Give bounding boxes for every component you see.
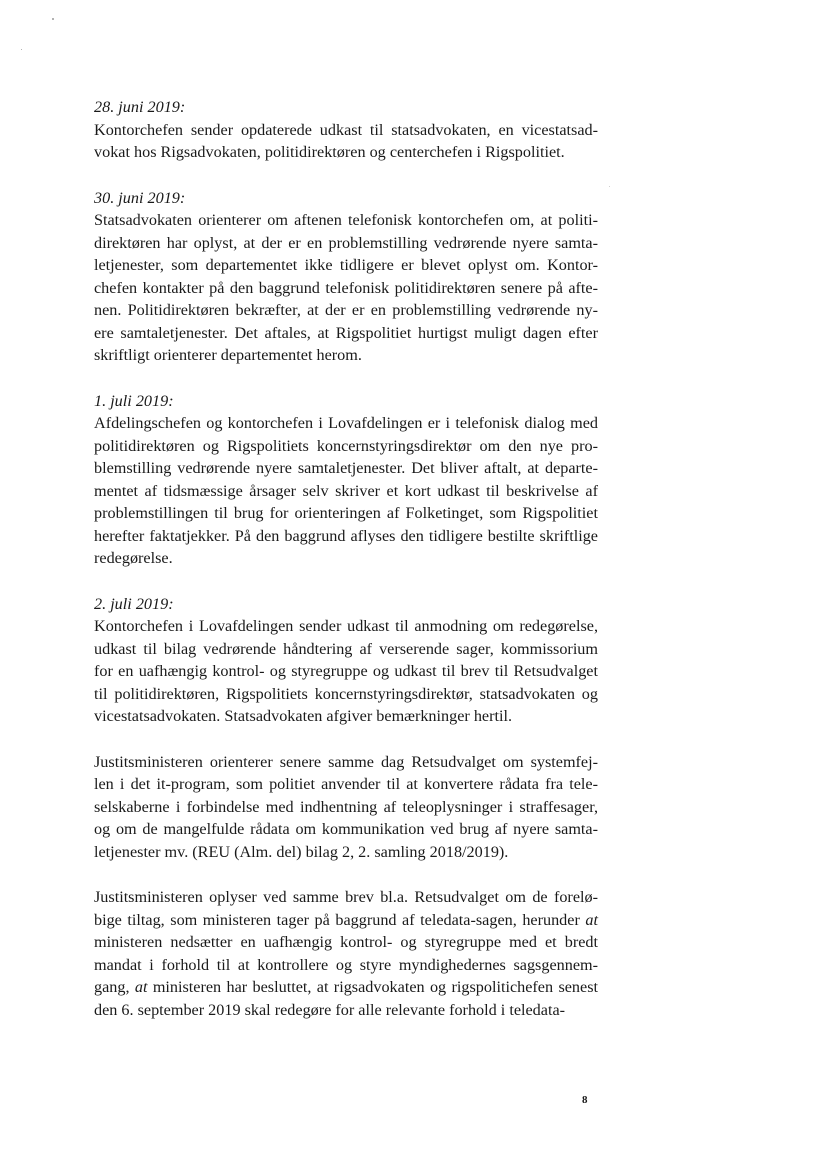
text-line: den 6. september 2019 skal redegøre for alle relevante forhold i teledata- <box>94 1000 566 1019</box>
document-section <box>94 187 598 367</box>
text-line: blemstilling vedrørende nyere samtaletjenester. Det bliver aftalt, at departe- <box>94 459 598 477</box>
text-line: Statsadvokaten orienterer om aftenen telefonisk kontorchefen om, at politi- <box>94 211 598 229</box>
text-line: udkast til bilag vedrørende håndtering af verserende sager, kommissorium <box>94 639 598 658</box>
section-date-heading: 30. juni 2019: <box>94 188 186 207</box>
text-line: Justitsministeren oplyser ved samme brev bl.a. Retsudvalget om de forelø- <box>94 888 598 906</box>
document-section <box>94 751 598 864</box>
text-line: chefen kontakter på den baggrund telefonisk politidirektøren senere på afte- <box>94 278 598 297</box>
text-line: Justitsministeren orienterer senere samme dag Retsudvalget om systemfej- <box>94 752 598 771</box>
text-line: herefter faktatjekker. På den baggrund aflyses den tidligere bestilte skriftlige <box>94 526 598 545</box>
text-line: ere samtaletjenester. Det aftales, at Rigspolitiet hurtigst muligt dagen efter <box>94 323 598 342</box>
text-line: vokat hos Rigsadvokaten, politidirektøren og centerchefen i Rigspolitiet. <box>94 143 565 161</box>
emphasis: at <box>585 910 598 929</box>
scan-speck <box>52 18 54 20</box>
text-line: letjenester, som departementet ikke tidligere er blevet oplyst om. Kontor- <box>94 256 598 274</box>
text-line: letjenester mv. (REU (Alm. del) bilag 2, 2. samling 2018/2019). <box>94 842 509 861</box>
document-section <box>94 390 598 570</box>
text-line: til politidirektøren, Rigspolitiets koncernstyringsdirektør, statsadvokaten og <box>94 684 598 703</box>
text-line: Kontorchefen i Lovafdelingen sender udkast til anmodning om redegørelse, <box>94 617 598 635</box>
text-line: vicestatsadvokaten. Statsadvokaten afgiver bemærkninger hertil. <box>94 707 513 725</box>
document-section <box>94 886 598 1021</box>
text-line: Afdelingschefen og kontorchefen i Lovafdelingen er i telefonisk dialog med <box>94 414 598 432</box>
paragraph-gap <box>94 164 598 187</box>
section-date-heading: 1. juli 2019: <box>94 391 174 410</box>
text-line: mentet af tidsmæssige årsager selv skriver et kort udkast til beskrivelse af <box>94 481 598 500</box>
section-date-heading: 28. juni 2019: <box>94 98 186 116</box>
text-line: bige tiltag, som ministeren tager på baggrund af teledata-sagen, herunder at <box>94 910 598 929</box>
text-line: redegørelse. <box>94 549 173 567</box>
text-line: mandat i forhold til at kontrollere og styre myndighedernes sagsgennem- <box>94 955 598 974</box>
text-line: og om de mangelfulde rådata om kommunikation ved brug af nyere samta- <box>94 820 598 838</box>
scan-speck <box>21 49 22 50</box>
text-line: skriftligt orienterer departementet herom. <box>94 346 362 364</box>
text-line: len i det it-program, som politiet anvender til at konvertere rådata fra tele- <box>94 775 598 793</box>
text-line: nen. Politidirektøren bekræfter, at der er en problemstilling vedrørende ny- <box>94 301 598 319</box>
document-section <box>94 96 598 164</box>
paragraph-gap <box>94 728 598 751</box>
text-line: selskaberne i forbindelse med indhentning af teleoplysninger i straffesager, <box>94 797 598 816</box>
paragraph-gap <box>94 570 598 593</box>
text-line: problemstillingen til brug for orienteringen af Folketinget, som Rigspolitiet <box>94 504 598 522</box>
text-line: Kontorchefen sender opdaterede udkast til statsadvokaten, en vicestatsad- <box>94 120 598 139</box>
text-line: direktøren har oplyst, at der er en problemstilling vedrørende nyere samta- <box>94 233 598 252</box>
emphasis: at <box>134 978 148 996</box>
scan-speck <box>609 186 610 187</box>
document-body <box>94 96 598 1021</box>
text-line: gang, at ministeren har besluttet, at rigsadvokaten og rigspolitichefen senest <box>94 978 599 996</box>
paragraph-gap <box>94 863 598 886</box>
page-number: 8 <box>582 1094 588 1106</box>
section-date-heading: 2. juli 2019: <box>94 594 174 613</box>
document-section <box>94 593 598 728</box>
text-line: for en uafhængig kontrol- og styregruppe og udkast til brev til Retsudvalget <box>94 662 598 680</box>
paragraph-gap <box>94 367 598 390</box>
text-line: politidirektøren og Rigspolitiets koncernstyringsdirektør om den nye pro- <box>94 436 598 455</box>
text-line: ministeren nedsætter en uafhængig kontrol- og styregruppe med et bredt <box>94 933 598 951</box>
